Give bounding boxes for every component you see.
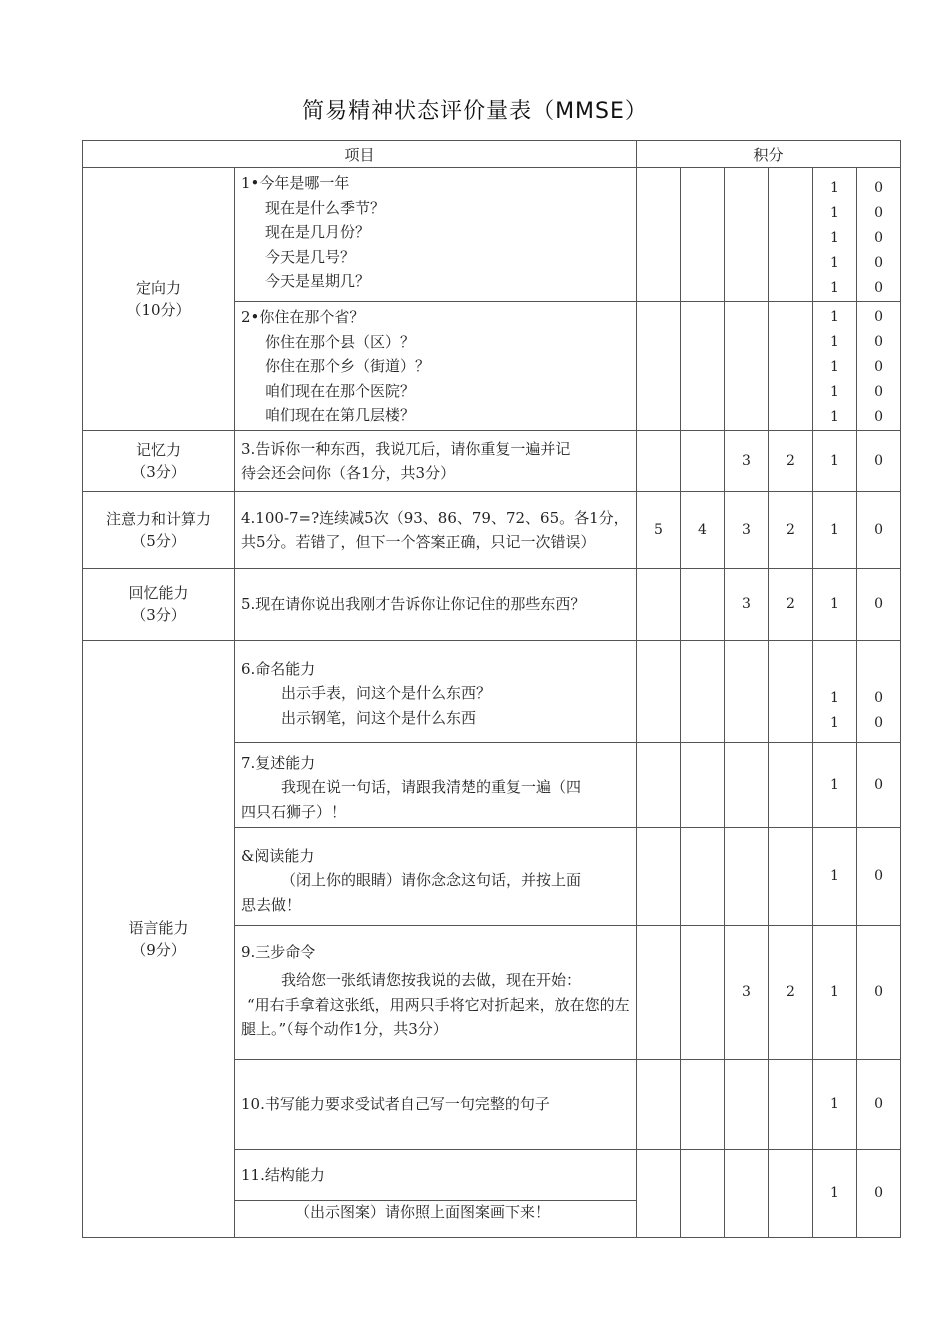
score-cell-empty (769, 302, 813, 431)
question-10: 10.书写能力要求受试者自己写一句完整的句子 (235, 1059, 637, 1149)
question-8 (235, 827, 637, 925)
score-value: 1 (830, 230, 839, 246)
category-recall (83, 568, 235, 640)
category-points: （5分） (131, 531, 186, 550)
category-points: （10分） (126, 300, 191, 319)
score-cell-empty (637, 827, 681, 925)
score-cell-empty (637, 1059, 681, 1149)
score-value: 0 (874, 333, 884, 350)
score-cell-empty (637, 302, 681, 431)
score-value: 2 (769, 568, 813, 640)
score-value: 0 (874, 383, 884, 400)
score-one-column (813, 168, 857, 302)
score-value: 3 (725, 568, 769, 640)
score-cell-empty (681, 568, 725, 640)
score-value: 1 (830, 714, 839, 731)
category-label: 注意力和计算力 (105, 509, 211, 528)
score-value: 1 (813, 568, 857, 640)
header-score: 积分 (637, 141, 901, 168)
score-zero-column (857, 640, 901, 742)
category-points: （9分） (131, 940, 186, 959)
score-cell-empty (637, 640, 681, 742)
score-cell-empty (637, 1149, 681, 1237)
score-cell-empty (725, 168, 769, 302)
score-value: 4 (681, 491, 725, 568)
score-value: 0 (874, 255, 884, 271)
score-value: 0 (874, 689, 884, 706)
score-value: 1 (813, 742, 857, 827)
category-label: 记忆力 (135, 440, 181, 459)
score-one-column (813, 640, 857, 742)
question-line: 咱们现在在那个医院？ (265, 381, 416, 400)
score-cell-empty (681, 302, 725, 431)
score-cell-empty (725, 302, 769, 431)
score-cell-empty (769, 1149, 813, 1237)
score-value: 1 (813, 430, 857, 491)
question-line: 思去做！ (241, 895, 302, 914)
question-line: 2•你住在那个省？ (241, 308, 365, 326)
score-value: 0 (874, 280, 884, 296)
score-value: 2 (769, 430, 813, 491)
question-line: 我给您一张纸请您按我说的去做，现在开始： (281, 971, 582, 989)
header-item: 项目 (83, 141, 637, 168)
category-memory (83, 430, 235, 491)
question-line: 你住在那个县（区）？ (265, 332, 416, 351)
score-value: 0 (857, 430, 901, 491)
score-zero-column (857, 302, 901, 431)
score-value: 1 (830, 308, 839, 325)
question-line: 四只石狮子）！ (241, 802, 347, 821)
score-cell-empty (725, 742, 769, 827)
question-4: 4.100-7=?连续减5次（93、86、79、72、65。各1分，共5分。若错了，但下一个答案正确，只记一次错误） (235, 491, 637, 568)
score-value: 0 (857, 827, 901, 925)
score-value: 1 (813, 827, 857, 925)
score-value: 0 (874, 308, 884, 325)
category-attention (83, 491, 235, 568)
page-title: 简易精神状态评价量表（MMSE） (302, 99, 648, 124)
mmse-table (82, 140, 901, 1238)
question-line: 9.三步命令 (241, 942, 316, 961)
question-line: 7.复述能力 (241, 753, 316, 772)
score-cell-empty (681, 1059, 725, 1149)
score-value: 0 (857, 568, 901, 640)
score-value: 1 (830, 383, 839, 400)
score-value: 0 (874, 714, 884, 731)
score-cell-empty (681, 827, 725, 925)
score-value: 0 (874, 408, 884, 425)
score-zero-column (857, 168, 901, 302)
question-5: 5.现在请你说出我刚才告诉你让你记住的那些东西？ (235, 568, 637, 640)
score-cell-empty (769, 742, 813, 827)
question-line: 11.结构能力 (235, 1150, 636, 1201)
score-cell-empty (681, 925, 725, 1059)
score-value: 0 (874, 230, 884, 246)
score-value: 0 (874, 180, 884, 196)
question-3 (235, 430, 637, 491)
question-7 (235, 742, 637, 827)
question-line: &阅读能力 (241, 846, 315, 865)
question-line: 现在是什么季节？ (265, 198, 386, 217)
question-line: 出示钢笔，问这个是什么东西 (281, 708, 477, 727)
question-9 (235, 925, 637, 1059)
score-value: 1 (830, 255, 839, 271)
score-value: 1 (813, 1059, 857, 1149)
score-value: 1 (830, 280, 839, 296)
score-cell-empty (637, 568, 681, 640)
score-value: 1 (813, 925, 857, 1059)
category-label: 定向力 (135, 278, 181, 297)
question-line: 我现在说一句话，请跟我清楚的重复一遍（四 (281, 778, 582, 796)
question-line: “用右手拿着这张纸，用两只手将它对折起来，放在您的左腿上。”（每个动作1分，共3分） (241, 995, 630, 1038)
score-value: 1 (813, 1149, 857, 1237)
score-value: 1 (830, 408, 839, 425)
score-value: 3 (725, 430, 769, 491)
score-cell-empty (637, 430, 681, 491)
score-value: 5 (637, 491, 681, 568)
score-value: 3 (725, 491, 769, 568)
score-cell-empty (637, 742, 681, 827)
question-line: 出示手表，问这个是什么东西？ (281, 684, 492, 702)
question-line: 3.告诉你一种东西，我说兀后，请你重复一遍并记 (241, 439, 571, 458)
score-cell-empty (681, 742, 725, 827)
question-line: （闭上你的眼睛）请你念念这句话，并按上面 (281, 871, 582, 889)
question-line: 今天是几号？ (265, 247, 356, 266)
score-value: 0 (857, 1149, 901, 1237)
question-line: 6.命名能力 (241, 659, 316, 678)
question-line: 待会还会问你（各1分，共3分） (241, 463, 456, 482)
score-cell-empty (637, 925, 681, 1059)
score-value: 0 (857, 1059, 901, 1149)
question-line: （出示图案）请你照上面图案画下来！ (295, 1202, 551, 1221)
category-label: 回忆能力 (128, 584, 189, 602)
category-language (83, 640, 235, 1237)
score-value: 0 (857, 742, 901, 827)
score-cell-empty (725, 1059, 769, 1149)
score-cell-empty (769, 640, 813, 742)
category-orientation (83, 168, 235, 431)
score-cell-empty (725, 640, 769, 742)
score-cell-empty (725, 827, 769, 925)
score-value: 0 (857, 491, 901, 568)
category-points: （3分） (131, 462, 186, 481)
question-6 (235, 640, 637, 742)
score-value: 1 (830, 689, 839, 706)
score-cell-empty (681, 430, 725, 491)
score-cell-empty (681, 168, 725, 302)
question-line: 咱们现在在第几层楼？ (265, 406, 416, 424)
score-value: 1 (830, 180, 839, 196)
score-value: 3 (725, 925, 769, 1059)
score-cell-empty (681, 1149, 725, 1237)
question-11 (235, 1149, 637, 1237)
question-line: 今天是星期几？ (265, 272, 371, 290)
score-cell-empty (681, 640, 725, 742)
score-cell-empty (637, 168, 681, 302)
score-value: 2 (769, 925, 813, 1059)
question-line: 现在是几月份？ (265, 223, 371, 241)
score-value: 2 (769, 491, 813, 568)
score-cell-empty (725, 1149, 769, 1237)
score-value: 0 (857, 925, 901, 1059)
score-cell-empty (769, 1059, 813, 1149)
score-one-column (813, 302, 857, 431)
category-points: （3分） (131, 606, 186, 624)
score-cell-empty (769, 827, 813, 925)
question-line: 你住在那个乡（街道）？ (265, 357, 431, 375)
score-value: 1 (830, 358, 839, 375)
question-1 (235, 168, 637, 302)
score-cell-empty (769, 168, 813, 302)
score-value: 1 (830, 205, 839, 221)
score-value: 1 (830, 333, 839, 350)
question-line: 1•今年是哪一年 (241, 174, 350, 192)
score-value: 0 (874, 205, 884, 221)
question-2 (235, 302, 637, 431)
category-label: 语言能力 (128, 918, 189, 937)
score-value: 1 (813, 491, 857, 568)
score-value: 0 (874, 358, 884, 375)
